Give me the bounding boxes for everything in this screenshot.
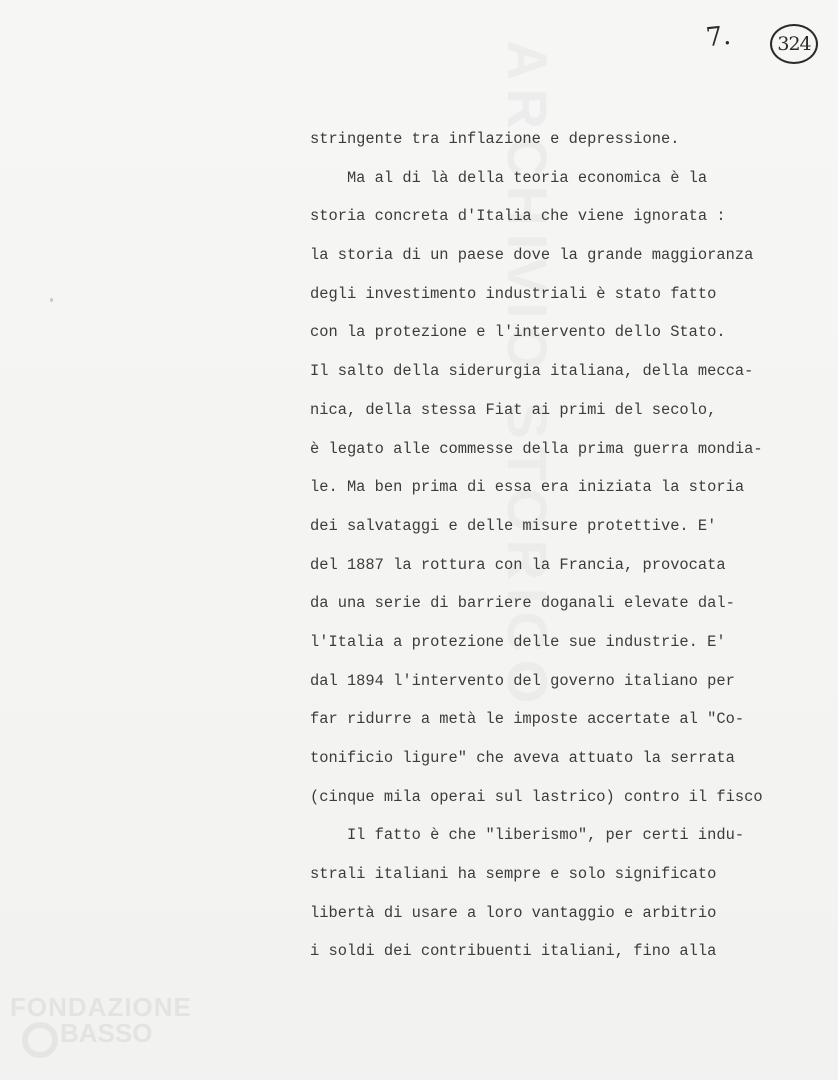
logo-mark-icon — [22, 1022, 58, 1058]
text-line: è legato alle commesse della prima guerra mondia- — [310, 439, 763, 458]
foundation-logo-watermark — [0, 990, 220, 1070]
text-line: con la protezione e l'intervento dello Stato. — [310, 323, 726, 342]
text-line: i soldi dei contribuenti italiani, fino alla — [310, 942, 717, 961]
text-line: da una serie di barriere doganali elevate dal- — [310, 594, 735, 613]
text-line: del 1887 la rottura con la Francia, provocata — [310, 555, 726, 574]
paper-speck — [50, 298, 53, 302]
text-line: dei salvataggi e delle misure protettive. E' — [310, 516, 717, 535]
typewritten-text — [310, 126, 830, 977]
text-line: nica, della stessa Fiat ai primi del secolo, — [310, 400, 717, 419]
archive-number-stamp: 324 — [770, 24, 818, 64]
text-line: l'Italia a protezione delle sue industrie. E' — [310, 632, 726, 651]
text-line: Il fatto è che "liberismo", per certi indu- — [310, 826, 745, 845]
logo-line-2: BASSO — [60, 1018, 153, 1048]
text-line: le. Ma ben prima di essa era iniziata la storia — [310, 478, 745, 497]
logo-line-1: FONDAZIONE — [10, 992, 192, 1022]
text-line: degli investimento industriali è stato fatto — [310, 284, 717, 303]
text-line: la storia di un paese dove la grande maggioranza — [310, 246, 754, 265]
text-line: (cinque mila operai sul lastrico) contro il fisco — [310, 787, 763, 806]
text-line: libertà di usare a loro vantaggio e arbitrio — [310, 903, 717, 922]
archive-watermark: ARCHIVIO STORICO — [496, 40, 559, 712]
text-line: tonificio ligure" che aveva attuato la serrata — [310, 749, 735, 767]
text-line: strali italiani ha sempre e solo significato — [310, 865, 717, 884]
text-line: stringente tra inflazione e depressione. — [310, 130, 680, 148]
text-line: Il salto della siderurgia italiana, della mecca- — [310, 362, 754, 381]
text-line: storia concreta d'Italia che viene ignorata : — [310, 207, 726, 226]
text-line: Ma al di là della teoria economica è la — [310, 168, 708, 187]
text-line: dal 1894 l'intervento del governo italiano per — [310, 671, 735, 690]
handwritten-page-mark: 7. — [704, 20, 733, 54]
text-line: far ridurre a metà le imposte accertate al "Co- — [310, 710, 745, 729]
